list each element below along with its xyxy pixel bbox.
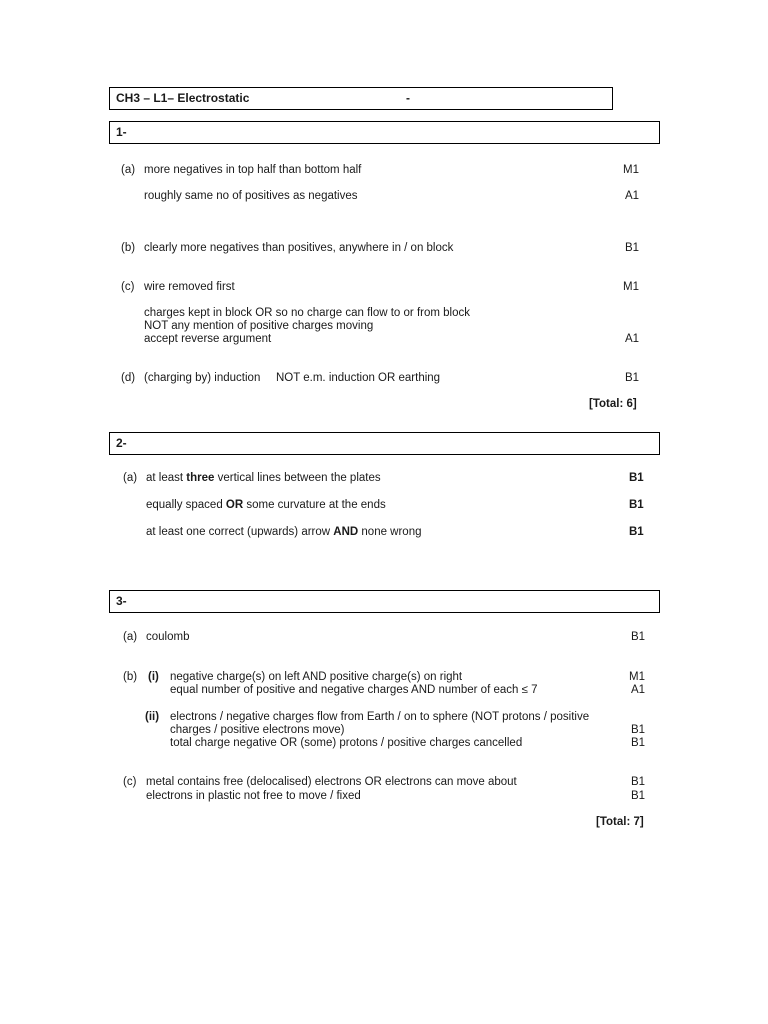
question-1-box: [109, 121, 660, 144]
mark-code: A1: [631, 684, 646, 696]
mark-code: M1: [623, 281, 639, 293]
part-label: (d): [121, 372, 136, 384]
answer-line: clearly more negatives than positives, anywhere in / on block: [144, 242, 454, 254]
question-3-box: [109, 590, 660, 613]
question-2-box: [109, 432, 660, 455]
page-title: CH3 – L1– Electrostatic: [116, 91, 250, 105]
answer-line: accept reverse argument: [144, 333, 272, 345]
mark-code: B1: [631, 724, 646, 736]
answer-line: more negatives in top half than bottom half: [144, 164, 362, 176]
part-label: (b): [121, 242, 136, 254]
mark-code: B1: [629, 472, 644, 484]
answer-line: coulomb: [146, 631, 190, 643]
mark-code: B1: [631, 776, 646, 788]
part-label: (a): [123, 472, 138, 484]
mark-code: A1: [625, 333, 640, 345]
part-label: (b): [123, 671, 138, 683]
answer-line: at least three vertical lines between the plates: [146, 472, 381, 484]
answer-line: charges kept in block OR so no charge can flow to or from block: [144, 307, 470, 319]
answer-line: wire removed first: [144, 281, 235, 293]
part-label: (a): [121, 164, 136, 176]
part-label: (c): [123, 776, 137, 788]
mark-code: B1: [625, 372, 640, 384]
answer-line: electrons / negative charges flow from Earth / on to sphere (NOT protons / positive: [170, 711, 590, 723]
mark-code: B1: [625, 242, 640, 254]
answer-line: electrons in plastic not free to move / fixed: [146, 790, 361, 802]
mark-code: A1: [625, 190, 640, 202]
subpart-label: (ii): [145, 711, 160, 723]
header-box: [109, 87, 613, 110]
mark-code: M1: [629, 671, 645, 683]
answer-line: equally spaced OR some curvature at the ends: [146, 499, 386, 511]
header-dash: -: [406, 91, 410, 105]
total-marks: [Total: 6]: [589, 398, 637, 410]
question-number: 2-: [116, 436, 127, 450]
answer-line: metal contains free (delocalised) electrons OR electrons can move about: [146, 776, 517, 788]
answer-line: (charging by) induction: [144, 372, 261, 384]
mark-code: B1: [631, 737, 646, 749]
answer-line: NOT any mention of positive charges moving: [144, 320, 374, 332]
answer-line: at least one correct (upwards) arrow AND none wrong: [146, 526, 422, 538]
subpart-label: (i): [148, 671, 159, 683]
total-marks: [Total: 7]: [596, 816, 644, 828]
answer-line: equal number of positive and negative charges AND number of each ≤ 7: [170, 684, 538, 696]
mark-code: B1: [631, 631, 646, 643]
mark-code: B1: [629, 526, 644, 538]
part-label: (a): [123, 631, 138, 643]
mark-code: M1: [623, 164, 639, 176]
answer-line: roughly same no of positives as negatives: [144, 190, 358, 202]
answer-line: negative charge(s) on left AND positive charge(s) on right: [170, 671, 463, 683]
question-number: 3-: [116, 594, 127, 608]
answer-line: total charge negative OR (some) protons / positive charges cancelled: [170, 737, 523, 749]
mark-code: B1: [631, 790, 646, 802]
question-number: 1-: [116, 125, 127, 139]
mark-code: B1: [629, 499, 644, 511]
answer-line: charges / positive electrons move): [170, 724, 345, 736]
answer-line: NOT e.m. induction OR earthing: [276, 372, 441, 384]
part-label: (c): [121, 281, 135, 293]
